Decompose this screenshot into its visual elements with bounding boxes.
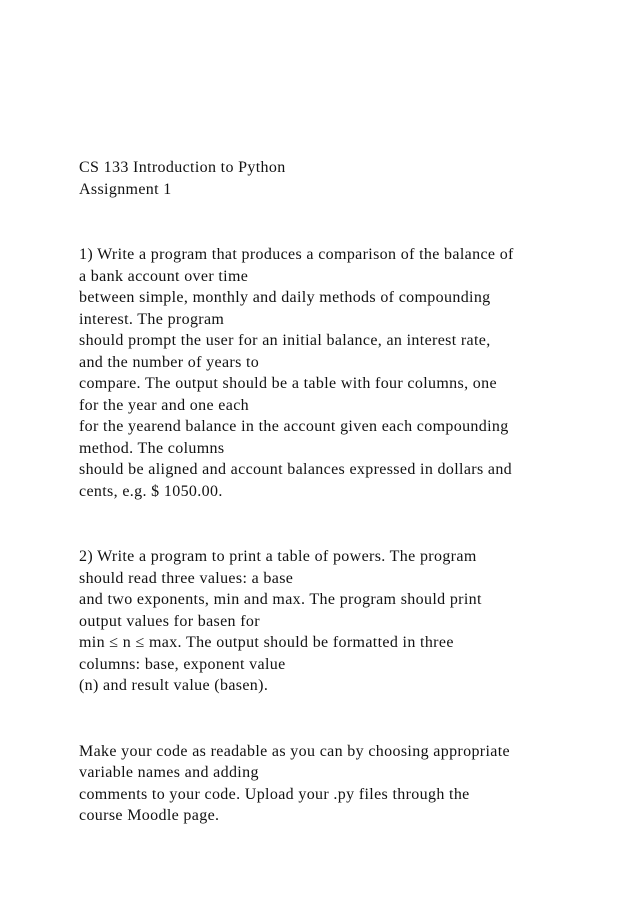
question-2 <box>79 546 619 697</box>
instructions-line: variable names and adding <box>79 764 259 781</box>
document-header <box>79 157 619 200</box>
instructions-line: comments to your code. Upload your .py files through the <box>79 785 470 803</box>
question-1-line: for the year and one each <box>79 396 249 414</box>
question-1-line: 1) Write a program that produces a comparison of the balance of <box>79 246 514 263</box>
spacer <box>79 697 619 741</box>
question-1-line: cents, e.g. $ 1050.00. <box>79 482 223 500</box>
question-2-line: min ≤ n ≤ max. The output should be formatted in three <box>79 634 454 651</box>
question-1-line: method. The columns <box>79 439 225 457</box>
question-1 <box>79 244 619 502</box>
document-body <box>79 157 619 827</box>
question-2-line: (n) and result value (basen). <box>79 677 269 694</box>
question-1-line: for the yearend balance in the account given each compounding <box>79 418 509 435</box>
question-1-line: between simple, monthly and daily methods of compounding <box>79 289 491 306</box>
spacer <box>79 502 619 546</box>
instructions-line: course Moodle page. <box>79 807 220 824</box>
question-2-line: should read three values: a base <box>79 569 294 587</box>
question-2-line: 2) Write a program to print a table of powers. The program <box>79 548 477 565</box>
course-title: CS 133 Introduction to Python <box>79 159 286 176</box>
question-1-line: compare. The output should be a table with four columns, one <box>79 375 497 392</box>
question-1-line: should prompt the user for an initial balance, an interest rate, <box>79 332 491 349</box>
question-1-line: a bank account over time <box>79 267 249 285</box>
question-2-line: output values for basen for <box>79 612 260 630</box>
spacer <box>79 200 619 244</box>
question-1-line: and the number of years to <box>79 353 260 371</box>
submission-instructions <box>79 741 619 827</box>
question-2-line: and two exponents, min and max. The program should print <box>79 591 482 608</box>
instructions-line: Make your code as readable as you can by choosing appropriate <box>79 742 510 760</box>
question-1-line: interest. The program <box>79 310 225 328</box>
assignment-title: Assignment 1 <box>79 180 172 198</box>
question-2-line: columns: base, exponent value <box>79 655 286 673</box>
question-1-line: should be aligned and account balances expressed in dollars and <box>79 461 513 478</box>
